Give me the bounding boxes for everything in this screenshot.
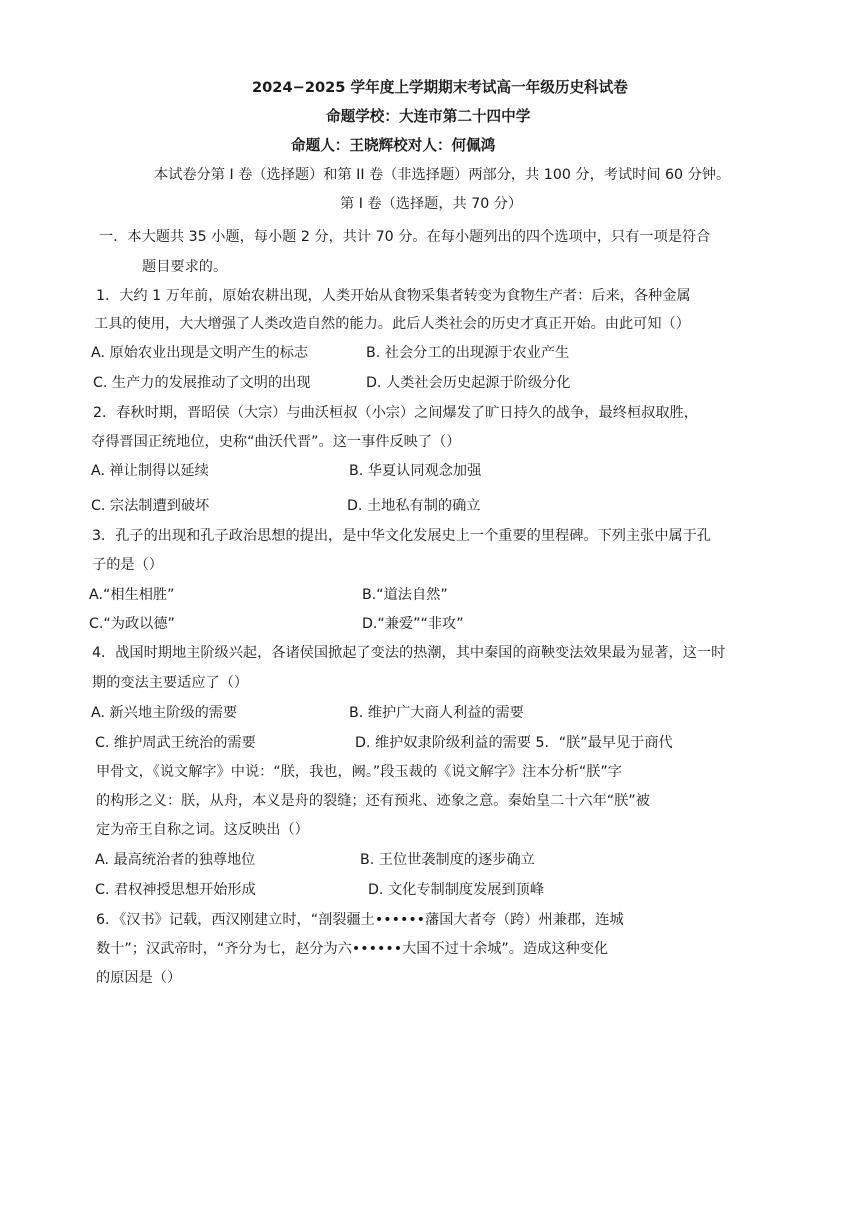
q2-option-c: C. 宗法制遭到破坏 <box>91 498 210 514</box>
q3-option-b: B.“道法自然” <box>362 587 448 603</box>
authors-line: 命题人：王晓辉校对人：何佩鸿 <box>291 137 496 154</box>
q4-option-a: A. 新兴地主阶级的需要 <box>91 705 238 721</box>
section1-instructions-line1: 一．本大题共 35 小题，每小题 2 分，共计 70 分。在每小题列出的四个选项中，只有一项是符合 <box>99 229 711 245</box>
q5-option-b: B. 王位世袭制度的逐步确立 <box>360 852 535 868</box>
q3-option-c: C.“为政以德” <box>89 616 175 632</box>
q2-stem-line1: 2．春秋时期，晋昭侯（大宗）与曲沃桓叔（小宗）之间爆发了旷日持久的战争，最终桓叔取胜， <box>93 405 698 421</box>
section1-instructions-line2: 题目要求的。 <box>142 259 228 275</box>
exam-title: 2024−2025 学年度上学期期末考试高一年级历史科试卷 <box>252 79 628 96</box>
q5-option-a: A. 最高统治者的独尊地位 <box>95 852 256 868</box>
q5-stem-line2: 甲骨文，《说文解字》中说：“朕，我也，阙。”段玉裁的《说文解字》注本分析“朕”字 <box>96 764 622 780</box>
exam-intro: 本试卷分第 I 卷（选择题）和第 II 卷（非选择题）两部分，共 100 分，考试时间 60 分钟。 <box>154 167 731 183</box>
q5-stem-line3: 的构形之义：朕，从舟，本义是舟的裂缝；还有预兆、迹象之意。秦始皇二十六年“朕”被 <box>96 793 650 809</box>
q1-option-d: D. 人类社会历史起源于阶级分化 <box>366 375 571 391</box>
q2-option-b: B. 华夏认同观念加强 <box>349 463 482 479</box>
q2-option-d: D. 土地私有制的确立 <box>347 498 481 514</box>
q6-stem-line3: 的原因是（） <box>96 970 182 986</box>
q5-option-c: C. 君权神授思想开始形成 <box>95 882 256 898</box>
q4-stem-line1: 4．战国时期地主阶级兴起，各诸侯国掀起了变法的热潮，其中秦国的商鞅变法效果最为显著，这一时 <box>92 645 726 661</box>
q3-stem-line1: 3．孔子的出现和孔子政治思想的提出，是中华文化发展史上一个重要的里程碑。下列主张中属于孔 <box>92 528 712 544</box>
q2-stem-line2: 夺得晋国正统地位，史称“曲沃代晋”。这一事件反映了（） <box>91 434 461 450</box>
q6-stem-line2: 数十”；汉武帝时，“齐分为七，赵分为六••••••大国不过十余城”。造成这种变化 <box>96 941 609 957</box>
q4-option-b: B. 维护广大商人利益的需要 <box>349 705 524 721</box>
q5-option-d: D. 文化专制制度发展到顶峰 <box>368 882 545 898</box>
q3-option-a: A.“相生相胜” <box>89 587 175 603</box>
q1-option-b: B. 社会分工的出现源于农业产生 <box>366 345 570 361</box>
q4-stem-line2: 期的变法主要适应了（） <box>92 675 249 691</box>
part1-title: 第 I 卷（选择题，共 70 分） <box>340 196 523 212</box>
q6-stem-line1: 6．《汉书》记载，西汉刚建立时，“剖裂疆土••••••藩国大者夸（跨）州兼郡，连城 <box>96 912 624 928</box>
q3-option-d: D.“兼爱”“非攻” <box>362 616 464 632</box>
q5-stem-line4: 定为帝王自称之词。这反映出（） <box>96 822 309 838</box>
q4-option-c: C. 维护周武王统治的需要 <box>95 735 256 751</box>
q2-option-a: A. 禅让制得以延续 <box>91 463 209 479</box>
q1-stem-line2: 工具的使用，大大增强了人类改造自然的能力。此后人类社会的历史才真正开始。由此可知（） <box>94 316 690 332</box>
q4-option-d-and-q5-start: D. 维护奴隶阶级利益的需要 5．“朕”最早见于商代 <box>355 735 673 751</box>
q1-option-c: C. 生产力的发展推动了文明的出现 <box>93 375 311 391</box>
q3-stem-line2: 子的是（） <box>92 557 163 573</box>
school-line: 命题学校：大连市第二十四中学 <box>326 108 531 125</box>
q1-option-a: A. 原始农业出现是文明产生的标志 <box>91 345 309 361</box>
q1-stem-line1: 1．大约 1 万年前，原始农耕出现，人类开始从食物采集者转变为食物生产者：后来，各种金属 <box>96 288 691 304</box>
